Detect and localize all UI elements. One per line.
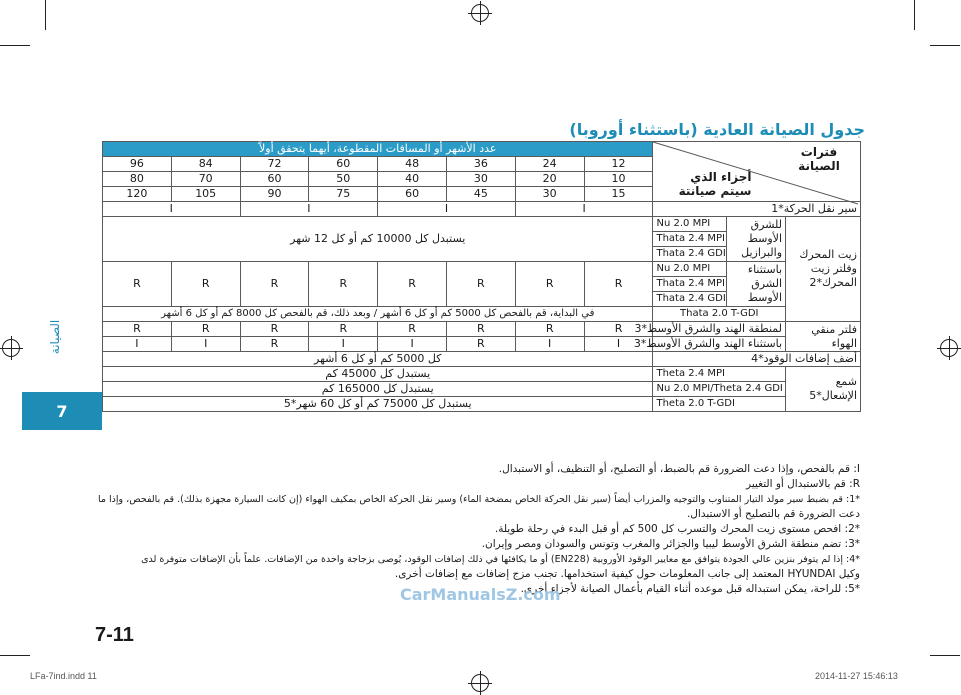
plug-interval: يستبدل كل 75000 كم أو كل 60 شهر*5: [103, 397, 653, 412]
air-value: R: [309, 322, 378, 337]
km-cell: 105: [171, 187, 240, 202]
fuel-additive-interval: كل 5000 كم أو كل 6 أشهر: [103, 352, 653, 367]
chapter-tab: 7: [22, 392, 102, 430]
interval-note: عدد الأشهر أو المسافات المقطوعة، أيهما يتحقق أولاً: [103, 142, 653, 157]
air-value: I: [584, 337, 653, 352]
air-value: I: [171, 337, 240, 352]
miles-cell: 40: [378, 172, 447, 187]
miles-cell: 20: [515, 172, 584, 187]
oil-value: R: [240, 262, 309, 307]
miles-cell: 30: [446, 172, 515, 187]
table-row: [103, 352, 861, 367]
km-cell: 30: [515, 187, 584, 202]
engine-label: Nu 2.0 MPI: [653, 217, 727, 232]
me-brazil-label: للشرق الأوسط والبرازيل: [727, 217, 786, 262]
registration-mark-icon: [2, 339, 20, 357]
table-row: [103, 142, 861, 157]
oil-value: R: [515, 262, 584, 307]
air-value: R: [584, 322, 653, 337]
miles-cell: 10: [584, 172, 653, 187]
footnote: R: قم بالاستبدال أو التغيير: [746, 478, 860, 490]
belt-value: I: [103, 202, 241, 217]
air-me-label: لمنطقة الهند والشرق الأوسط*3: [653, 322, 786, 337]
engine-label: Thata 2.4 GDI: [653, 247, 727, 262]
engine-label: Nu 2.0 MPI: [653, 262, 727, 277]
table-row: [103, 382, 861, 397]
footnote: *4: إذا لم يتوفر بنزين عالي الجودة يتوافق مع معايير الوقود الأوروبية (EN228) أو ما يكافئها في ذلك إضافات الوقود، يُوصى بزجاجة واحدة من الإضافات. علماً بأن الإضافات متوفرة لدى: [141, 554, 860, 565]
air-value: I: [515, 337, 584, 352]
table-row: [103, 337, 861, 352]
crop-mark: [930, 45, 960, 46]
footnote: *3: تضم منطقة الشرق الأوسط ليبيا والجزائر والمغرب وتونس والسودان ومصر وإيران.: [481, 538, 860, 550]
air-value: R: [171, 322, 240, 337]
oil-value: R: [171, 262, 240, 307]
footnote: *2: افحص مستوى زيت المحرك والتسرب كل 500 كم أو قبل البدء في رحلة طويلة.: [494, 523, 860, 535]
plug-interval: يستبدل كل 45000 كم: [103, 367, 653, 382]
plug-interval: يستبدل كل 165000 كم: [103, 382, 653, 397]
oil-value: R: [446, 262, 515, 307]
miles-cell: 60: [240, 172, 309, 187]
belt-value: I: [515, 202, 653, 217]
engine-oil-label: زيت المحرك وفلتر زيت المحرك*2: [786, 217, 861, 322]
months-cell: 24: [515, 157, 584, 172]
table-row: [103, 367, 861, 382]
footnotes: [98, 462, 860, 597]
footnote: *5: للراحة، يمكن استبداله قبل موعده أثناء القيام بأعمال الصيانة لأجزاء أخرى.: [520, 583, 860, 595]
belt-value: I: [240, 202, 378, 217]
km-cell: 120: [103, 187, 172, 202]
crop-mark: [45, 0, 46, 30]
registration-mark-icon: [471, 4, 489, 22]
maintenance-schedule-table: [102, 141, 861, 412]
except-me-label: باستثناء الشرق الأوسط: [727, 262, 786, 307]
oil-value: R: [378, 262, 447, 307]
air-value: R: [446, 322, 515, 337]
km-cell: 15: [584, 187, 653, 202]
engine-label: Thata 2.4 MPI: [653, 232, 727, 247]
maintenance-items-label: أجزاء الذي سيتم صيانتة: [678, 170, 752, 198]
table-row: [103, 262, 861, 277]
air-value: R: [446, 337, 515, 352]
months-cell: 12: [584, 157, 653, 172]
page-number: 7-11: [95, 624, 134, 646]
air-value: R: [378, 322, 447, 337]
footnote: وكيل HYUNDAI المعتمد إلى جانب المعلومات حول كيفية استخدامها. تجنب مزج إضافات مع إضافات أخرى.: [394, 568, 860, 580]
air-cleaner-label: فلتر منقي الهواء: [786, 322, 861, 352]
km-cell: 90: [240, 187, 309, 202]
table-row: [103, 217, 861, 232]
oil-value: R: [103, 262, 172, 307]
engine-label: Theta 2.4 MPI: [653, 367, 786, 382]
crop-mark: [0, 655, 30, 656]
spark-plug-label: شمع الإشعال*5: [786, 367, 861, 412]
print-file-label: LFa-7ind.indd 11: [30, 671, 97, 681]
air-value: R: [240, 337, 309, 352]
registration-mark-icon: [471, 674, 489, 692]
table-corner-header: [653, 142, 861, 202]
miles-cell: 50: [309, 172, 378, 187]
air-value: I: [378, 337, 447, 352]
crop-mark: [914, 0, 915, 30]
registration-mark-icon: [940, 339, 958, 357]
oil-value: R: [584, 262, 653, 307]
air-value: R: [103, 322, 172, 337]
belt-label: سير نقل الحركة*1: [653, 202, 861, 217]
months-cell: 36: [446, 157, 515, 172]
months-cell: 60: [309, 157, 378, 172]
crop-mark: [930, 655, 960, 656]
table-row: [103, 397, 861, 412]
engine-label: Thata 2.0 T-GDI: [653, 307, 786, 322]
table-row: [103, 322, 861, 337]
crop-mark: [0, 45, 30, 46]
engine-label: Theta 2.0 T-GDI: [653, 397, 786, 412]
watermark-logo: CarManualsZ.com: [400, 585, 561, 604]
page-title: جدول الصيانة العادية (باستثناء أوروبا): [569, 120, 865, 139]
km-cell: 45: [446, 187, 515, 202]
belt-value: I: [378, 202, 516, 217]
miles-cell: 80: [103, 172, 172, 187]
engine-label: Nu 2.0 MPI/Theta 2.4 GDI: [653, 382, 786, 397]
intervals-label: فترات الصيانة: [798, 145, 840, 173]
air-value: R: [240, 322, 309, 337]
fuel-additive-label: أضف إضافات الوقود*4: [653, 352, 861, 367]
table-row: [103, 307, 861, 322]
months-cell: 96: [103, 157, 172, 172]
months-cell: 72: [240, 157, 309, 172]
me-brazil-interval: يستبدل كل 10000 كم أو كل 12 شهر: [103, 217, 653, 262]
engine-label: Thata 2.4 GDI: [653, 292, 727, 307]
km-cell: 60: [378, 187, 447, 202]
oil-value: R: [309, 262, 378, 307]
tgdi-interval: في البداية، قم بالفحص كل 5000 كم أو كل 6 أشهر / وبعد ذلك، قم بالفحص كل 8000 كم أو كل 6 أشهر: [103, 307, 653, 322]
km-cell: 75: [309, 187, 378, 202]
miles-cell: 70: [171, 172, 240, 187]
engine-label: Thata 2.4 MPI: [653, 277, 727, 292]
months-cell: 48: [378, 157, 447, 172]
air-value: I: [103, 337, 172, 352]
air-value: R: [515, 322, 584, 337]
footnote: I: قم بالفحص، وإذا دعت الضرورة قم بالضبط، أو التصليح، أو التنظيف، أو الاستبدال.: [498, 463, 860, 475]
air-except-label: باستثناء الهند والشرق الأوسط*3: [653, 337, 786, 352]
side-section-label: الصيانة: [48, 319, 62, 355]
print-timestamp: 2014-11-27 15:46:13: [815, 671, 898, 681]
footnote: *1: قم بضبط سير مولد التيار المتناوب والتوجيه والمزراب أيضاً (سير نقل الحركة الخاص بمضخة الماء) وسير نقل الحركة الخاص بمكيف الهواء (إن كانت السيارة مجهزة بذلك). قم بالفحص، وإذا ما: [98, 494, 860, 505]
months-cell: 84: [171, 157, 240, 172]
footnote: دعت الضرورة قم بالتصليح أو الاستبدال.: [686, 508, 860, 520]
air-value: I: [309, 337, 378, 352]
